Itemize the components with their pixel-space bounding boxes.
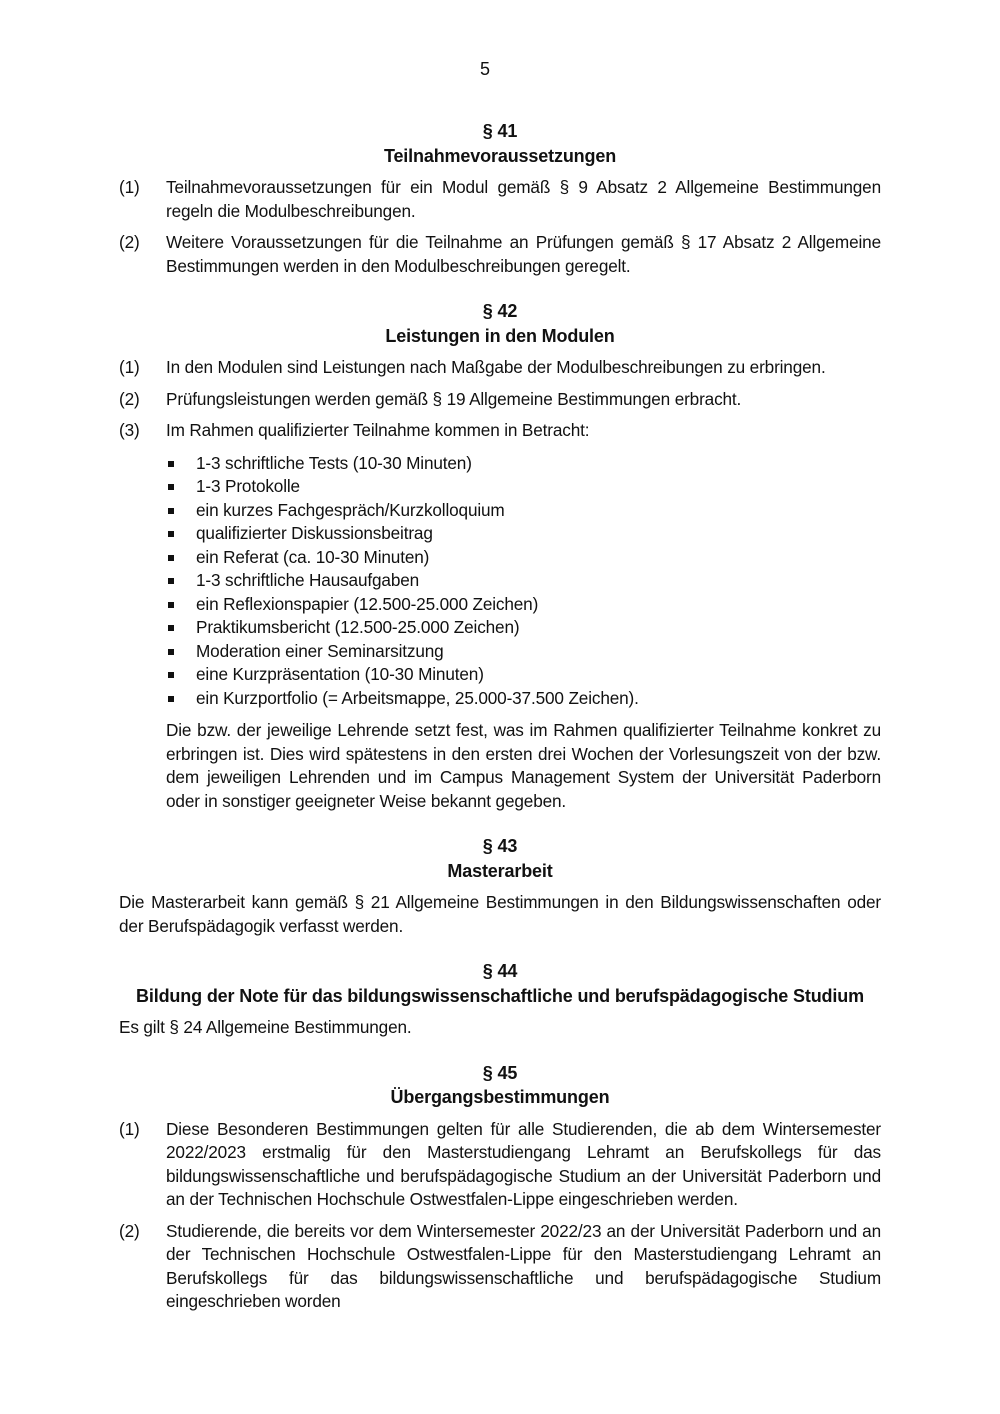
- paragraph: [119, 356, 881, 380]
- paragraph-number: (2): [119, 232, 140, 252]
- list-item: Praktikumsbericht (12.500-25.000 Zeichen): [166, 616, 881, 640]
- paragraph: [119, 176, 881, 223]
- section-text: Die Masterarbeit kann gemäß § 21 Allgemeine Bestimmungen in den Bildungswissenschaften oder der Berufspädagogik verfasst werden.: [119, 892, 881, 936]
- paragraph-text: In den Modulen sind Leistungen nach Maßgabe der Modulbeschreibungen zu erbringen.: [166, 357, 826, 377]
- paragraph-note: Die bzw. der jeweilige Lehrende setzt fest, was im Rahmen qualifizierter Teilnahme konkret zu erbringen ist. Dies wird spätestens in den ersten drei Wochen der Vorlesungszeit von der bzw. dem jeweiligen Lehrenden und im Campus Management System der Universität Paderborn oder in sonstiger geeigneter Weise bekannt gegeben.: [166, 720, 881, 811]
- paragraph-text: Prüfungsleistungen werden gemäß § 19 Allgemeine Bestimmungen erbracht.: [166, 388, 742, 409]
- section-title: Bildung der Note für das bildungswissenschaftliche und berufspädagogische Studium: [136, 985, 864, 1006]
- paragraph: [119, 1220, 881, 1314]
- section-number: § 41: [482, 121, 518, 141]
- paragraph-number: (1): [119, 357, 140, 377]
- section-number: § 42: [482, 301, 518, 321]
- section-number: § 45: [482, 1062, 518, 1083]
- list-item: Moderation einer Seminarsitzung: [166, 640, 881, 664]
- paragraph-number: (3): [119, 420, 140, 440]
- paragraph: [119, 231, 881, 278]
- list-item: 1-3 schriftliche Tests (10-30 Minuten): [166, 452, 881, 476]
- section-42-heading: [119, 299, 881, 348]
- section-43-heading: [119, 834, 881, 883]
- page-number: 5: [479, 59, 490, 79]
- paragraph-text: Studierende, die bereits vor dem Wintersemester 2022/23 an der Universität Paderborn und an der Technischen Hochschule Ostwestfalen-Lippe für den Masterstudiengang Lehramt an Berufskollegs für das bildungswissenschaftliche und berufspädagogische Studium eingeschrieben worden: [166, 1220, 881, 1311]
- list-item: 1-3 Protokolle: [166, 475, 881, 499]
- section-number: § 44: [482, 961, 518, 981]
- paragraph-number: (1): [119, 177, 140, 197]
- list-item: ein Kurzportfolio (= Arbeitsmappe, 25.000-37.500 Zeichen).: [166, 687, 881, 711]
- paragraph-text: Teilnahmevoraussetzungen für ein Modul gemäß § 9 Absatz 2 Allgemeine Bestimmungen regeln die Modulbeschreibungen.: [166, 177, 881, 221]
- list-item: ein Referat (ca. 10-30 Minuten): [166, 546, 881, 570]
- paragraph-text: Diese Besonderen Bestimmungen gelten für alle Studierenden, die ab dem Wintersemester 2022/2023 erstmalig für den Masterstudiengang Lehramt an Berufskollegs für das bildungswissenschaftliche und berufspädagogische Studium an der Universität Paderborn und an der Technischen Hochschule Ostwestfalen-Lippe eingeschrieben werden.: [166, 1118, 881, 1209]
- section-text: Es gilt § 24 Allgemeine Bestimmungen.: [119, 1017, 412, 1037]
- paragraph: [119, 388, 881, 412]
- bullet-list: [166, 452, 881, 711]
- section-44-heading: [119, 959, 881, 1008]
- paragraph-number: (2): [119, 1220, 140, 1241]
- section-title: Masterarbeit: [447, 860, 553, 881]
- list-item: qualifizierter Diskussionsbeitrag: [166, 522, 881, 546]
- section-45-heading: [119, 1061, 881, 1110]
- paragraph-number: (2): [119, 388, 140, 409]
- document-body: [119, 119, 881, 1314]
- list-item: eine Kurzpräsentation (10-30 Minuten): [166, 663, 881, 687]
- paragraph-text: Weitere Voraussetzungen für die Teilnahme an Prüfungen gemäß § 17 Absatz 2 Allgemeine Bestimmungen werden in den Modulbeschreibungen geregelt.: [166, 232, 881, 276]
- section-title: Leistungen in den Modulen: [385, 325, 615, 346]
- paragraph: [119, 1118, 881, 1212]
- section-41-heading: [119, 119, 881, 168]
- paragraph-text: Im Rahmen qualifizierter Teilnahme kommen in Betracht:: [166, 420, 590, 440]
- section-number: § 43: [482, 836, 518, 856]
- list-item: ein Reflexionspapier (12.500-25.000 Zeichen): [166, 593, 881, 617]
- paragraph: [119, 419, 881, 443]
- section-title: Teilnahmevoraussetzungen: [383, 145, 617, 166]
- list-item: ein kurzes Fachgespräch/Kurzkolloquium: [166, 499, 881, 523]
- paragraph-number: (1): [119, 1118, 140, 1139]
- section-title: Übergangsbestimmungen: [390, 1087, 610, 1107]
- list-item: 1-3 schriftliche Hausaufgaben: [166, 569, 881, 593]
